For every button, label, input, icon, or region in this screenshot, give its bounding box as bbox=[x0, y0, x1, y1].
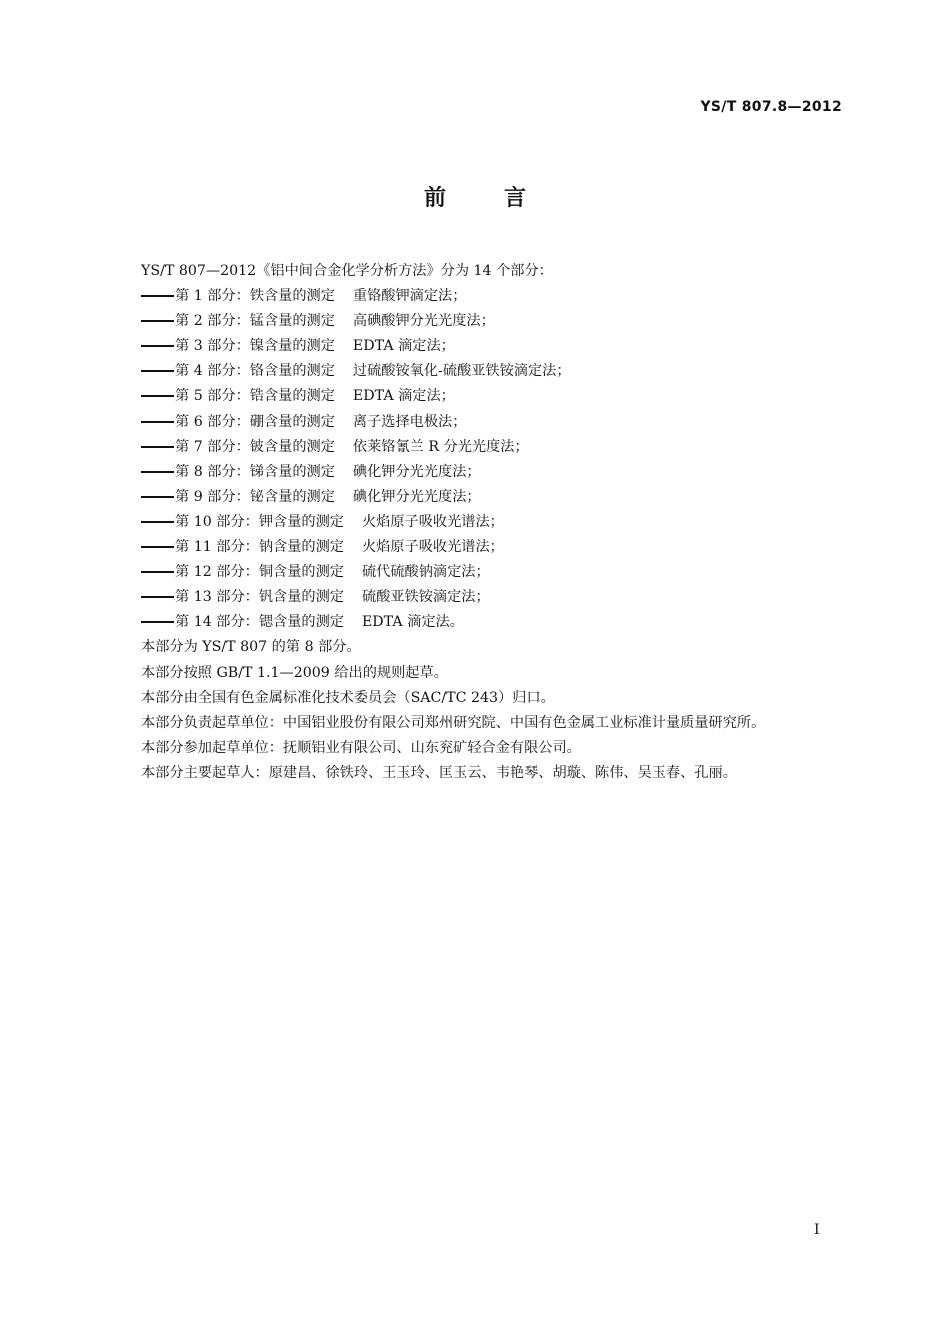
part-method: 高碘酸钾分光光度法； bbox=[352, 313, 495, 330]
list-item bbox=[108, 485, 844, 510]
list-item bbox=[108, 610, 844, 635]
em-dash-mark bbox=[141, 345, 174, 347]
foreword-body bbox=[108, 259, 844, 786]
list-item bbox=[108, 535, 844, 560]
em-dash-mark bbox=[141, 521, 174, 523]
list-item bbox=[108, 510, 844, 535]
proposed-by: 本部分由全国有色金属标准化技术委员会（SAC/TC 243）归口。 bbox=[141, 689, 555, 706]
part-method: EDTA 滴定法； bbox=[352, 338, 455, 355]
part-method: 硫代硫酸钠滴定法； bbox=[361, 564, 490, 581]
part-name: 第 8 部分：锑含量的测定 bbox=[175, 463, 335, 480]
em-dash-mark bbox=[141, 621, 174, 623]
part-method: 火焰原子吸收光谱法； bbox=[361, 513, 504, 530]
document-code: YS/T 807.8—2012 bbox=[700, 99, 842, 115]
page-title: 前言 bbox=[423, 186, 584, 211]
list-item bbox=[108, 460, 844, 485]
list-item bbox=[108, 284, 844, 309]
part-name: 第 3 部分：镍含量的测定 bbox=[175, 338, 335, 355]
list-item bbox=[108, 585, 844, 610]
part-name: 第 1 部分：铁含量的测定 bbox=[175, 288, 335, 305]
part-method: 火焰原子吸收光谱法； bbox=[361, 539, 504, 556]
part-name: 第 2 部分：锰含量的测定 bbox=[175, 313, 335, 330]
part-method: 碘化钾分光光度法； bbox=[352, 463, 481, 480]
em-dash-mark bbox=[141, 395, 174, 397]
part-method: 重铬酸钾滴定法； bbox=[352, 288, 467, 305]
drafters: 本部分主要起草人：原建昌、徐铁玲、王玉玲、匡玉云、韦艳琴、胡璇、陈伟、吴玉春、孔丽。 bbox=[141, 764, 737, 781]
part-method: 离子选择电极法； bbox=[352, 413, 467, 430]
intro-paragraph: YS/T 807—2012《铝中间合金化学分析方法》分为 14 个部分： bbox=[141, 263, 553, 279]
part-method: 过硫酸铵氧化-硫酸亚铁铵滴定法； bbox=[352, 363, 571, 380]
part-name: 第 12 部分：铜含量的测定 bbox=[175, 564, 344, 581]
em-dash-mark bbox=[141, 496, 174, 498]
em-dash-mark bbox=[141, 471, 174, 473]
list-item bbox=[108, 410, 844, 435]
em-dash-mark bbox=[141, 546, 174, 548]
list-item bbox=[108, 435, 844, 460]
part-method: EDTA 滴定法。 bbox=[361, 614, 464, 631]
em-dash-mark bbox=[141, 571, 174, 573]
em-dash-mark bbox=[141, 596, 174, 598]
list-item bbox=[108, 334, 844, 359]
list-item bbox=[108, 359, 844, 384]
part-name: 第 7 部分：铍含量的测定 bbox=[175, 438, 335, 455]
part-method: 硫酸亚铁铵滴定法； bbox=[361, 589, 490, 606]
part-name: 第 9 部分：铋含量的测定 bbox=[175, 488, 335, 505]
part-name: 第 13 部分：钒含量的测定 bbox=[175, 589, 344, 606]
part-name: 第 4 部分：铬含量的测定 bbox=[175, 363, 335, 380]
list-item bbox=[108, 384, 844, 409]
drafting-rules: 本部分按照 GB/T 1.1—2009 给出的规则起草。 bbox=[141, 664, 448, 681]
part-method: 依莱铬氰兰 R 分光光度法； bbox=[352, 438, 529, 455]
list-item bbox=[108, 309, 844, 334]
em-dash-mark bbox=[141, 295, 174, 297]
em-dash-mark bbox=[141, 320, 174, 322]
part-name: 第 11 部分：钠含量的测定 bbox=[175, 539, 344, 556]
list-item bbox=[108, 560, 844, 585]
part-name: 第 14 部分：锶含量的测定 bbox=[175, 614, 344, 631]
responsible-units: 本部分负责起草单位：中国铝业股份有限公司郑州研究院、中国有色金属工业标准计量质量研究所。 bbox=[141, 714, 766, 731]
part-method: EDTA 滴定法； bbox=[352, 388, 455, 405]
em-dash-mark bbox=[141, 446, 174, 448]
part-name: 第 10 部分：钾含量的测定 bbox=[175, 513, 344, 530]
participating-units: 本部分参加起草单位：抚顺铝业有限公司、山东兖矿轻合金有限公司。 bbox=[141, 739, 581, 756]
page-number: I bbox=[814, 1222, 820, 1238]
part-statement: 本部分为 YS/T 807 的第 8 部分。 bbox=[141, 639, 361, 656]
part-name: 第 6 部分：硼含量的测定 bbox=[175, 413, 335, 430]
part-method: 碘化钾分光光度法； bbox=[352, 488, 481, 505]
em-dash-mark bbox=[141, 421, 174, 423]
part-name: 第 5 部分：锆含量的测定 bbox=[175, 388, 335, 405]
em-dash-mark bbox=[141, 370, 174, 372]
